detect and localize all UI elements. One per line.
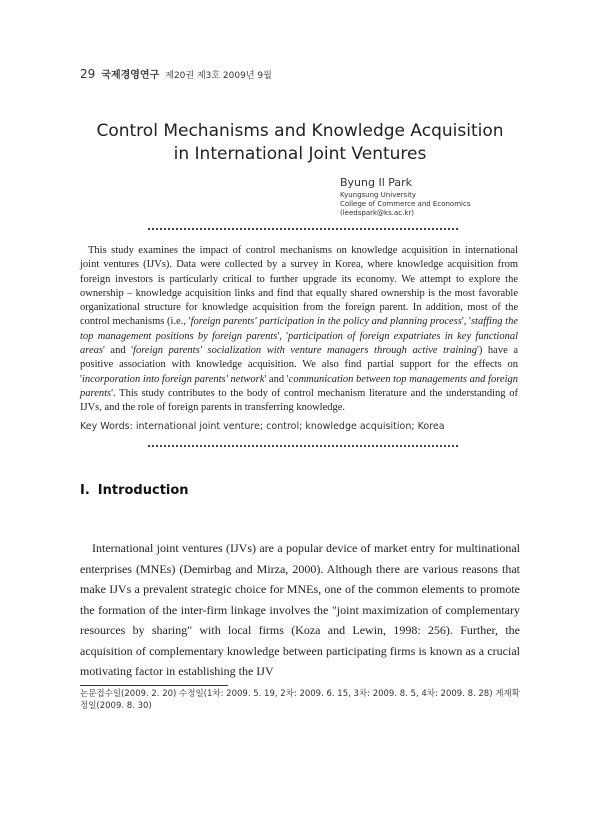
abstract-emphasis: communication between top managements and foreign parents bbox=[80, 373, 518, 399]
author-name: Byung Il Park bbox=[340, 176, 413, 189]
title-line-2: in International Joint Ventures bbox=[173, 144, 427, 164]
paper-title bbox=[60, 120, 540, 166]
paragraph: International joint ventures (IJVs) are a popular device of market entry for multinational enterprises (MNEs) (Demirbag and Mirza, 2000). Although there are various reasons that make IJVs a prevalent strategic choice for MNEs, one of the common elements to promote the formation of the inter-firm linkage involves the "joint maximization of complementary resources by sharing" with local firms (Koza and Lewin, 1998: 256). Further, the acquisition of complementary knowledge between participating firms is known as a crucial motivating factor in establishing the IJV bbox=[80, 541, 520, 678]
section-title: Introduction bbox=[97, 483, 189, 498]
abstract-top-divider bbox=[148, 228, 458, 232]
page-number: 29 bbox=[80, 67, 96, 81]
body-text bbox=[80, 538, 520, 682]
section-number: Ⅰ. bbox=[80, 483, 90, 498]
abstract-emphasis: foreign parents' socialization with venture managers through active training bbox=[133, 345, 477, 357]
title-line-1: Control Mechanisms and Knowledge Acquisition bbox=[96, 121, 504, 141]
abstract bbox=[80, 244, 518, 416]
abstract-emphasis: staffing the top management positions by foreign parents bbox=[80, 316, 518, 342]
author-email: (leedspark@ks.ac.kr) bbox=[340, 209, 414, 217]
author-block bbox=[340, 176, 470, 218]
journal-issue: 제20권 제3호 2009년 9월 bbox=[165, 71, 272, 81]
section-heading bbox=[80, 483, 189, 498]
running-header bbox=[80, 66, 272, 81]
author-affiliation-college: College of Commerce and Economics bbox=[340, 200, 471, 208]
abstract-emphasis: participation of foreign expatriates in key functional areas bbox=[80, 330, 518, 357]
abstract-emphasis: incorporation into foreign parents' network bbox=[81, 373, 265, 385]
abstract-bottom-divider bbox=[148, 445, 458, 449]
author-affiliation-university: Kyungsung University bbox=[340, 191, 417, 199]
abstract-text: This study examines the impact of control mechanisms on knowledge acquisition in international joint ventures (IJVs). Data were collected by a survey in Korea, where knowledge acquisition from foreign investors is particularly critical to further upgrade its economy. We attempt to explore the ownership – knowledge acquisition links and find that equally shared ownership is the most favorable organizational structure for knowledge acquisition from the foreign parent. In addition, most of the control mechanisms (i.e., 'foreign parents' participation in the policy and planning process', 'staffing the top management positions by foreign parents', 'participation of foreign expatriates in key functional areas' and 'foreign parents' socialization with venture managers through active training') have a positive association with knowledge acquisition. We also find partial support for the effects on 'incorporation into foreign parents' network' and 'communication between top managements and foreign parents'. This study contributes to the body of control mechanism literature and the understanding of IJVs, and the role of foreign parents in transferring knowledge. bbox=[80, 245, 518, 414]
abstract-emphasis: foreign parents' participation in the policy and planning process bbox=[190, 316, 462, 328]
footnote-rule bbox=[80, 685, 228, 686]
journal-name: 국제경영연구 bbox=[101, 70, 160, 81]
keywords: Key Words: international joint venture; control; knowledge acquisition; Korea bbox=[80, 421, 445, 432]
footnote: 논문접수일(2009. 2. 20) 수정일(1차: 2009. 5. 19, 2차: 2009. 6. 15, 3차: 2009. 8. 5, 4차: 2009. 8. 28) 게재확정일(2009. 8. 30) bbox=[80, 689, 520, 711]
